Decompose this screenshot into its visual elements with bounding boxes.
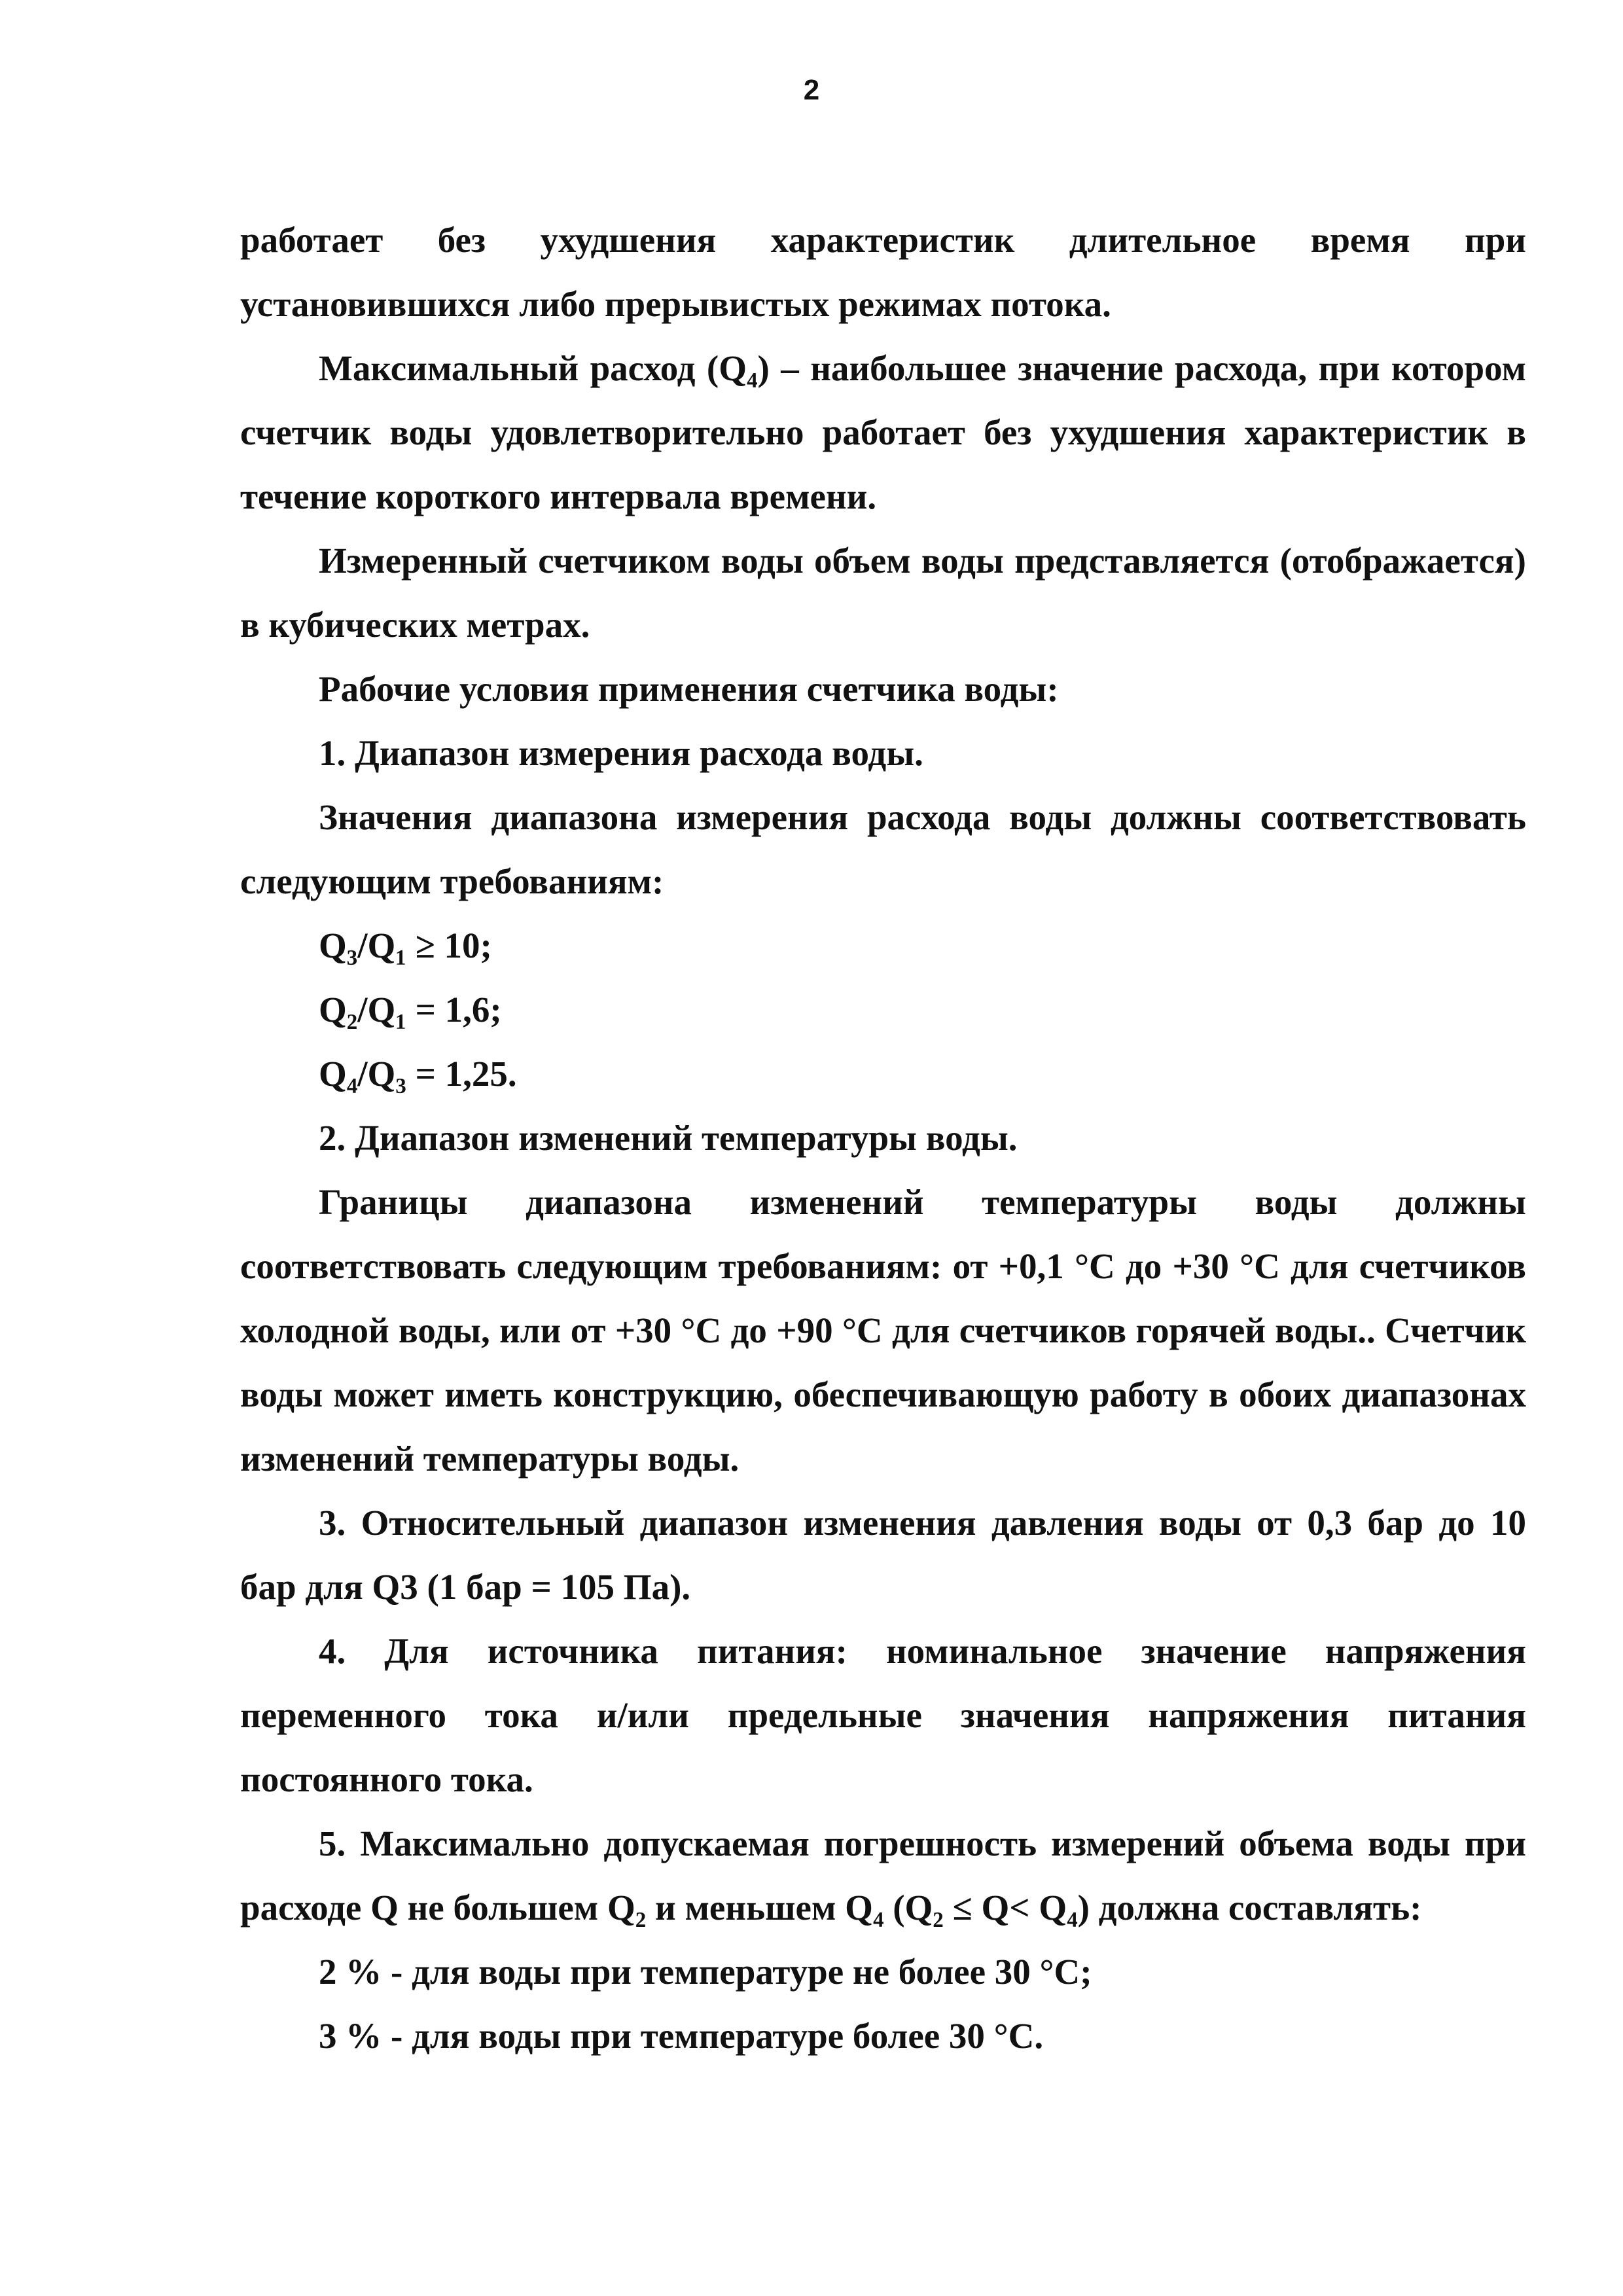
error-hot-water: 3 % - для воды при температуре более 30 °С. [319,2016,1044,2056]
item-3-pressure-range: 3. Относительный диапазон изменения давления воды от 0,3 бар до 10 бар для Q3 (1 бар = 105 Па). [240,1503,1526,1607]
formula-q4-q3: Q₄/Q₃ = 1,25. [319,1054,517,1094]
document-body [240,208,1526,2068]
formula-q3-q1: Q₃/Q₁ ≥ 10; [319,925,492,965]
paragraph-operating-conditions: Рабочие условия применения счетчика воды: [319,669,1059,709]
paragraph-max-flow-definition: Максимальный расход (Q₄) – наибольшее значение расхода, при котором счетчик воды удовлетворительно работает без ухудшения характеристик в течение короткого интервала времени. [240,348,1526,516]
item-2-temperature-range: 2. Диапазон изменений температуры воды. [319,1118,1018,1158]
paragraph-volume-units: Измеренный счетчиком воды объем воды представляется (отображается) в кубических метрах. [240,541,1526,645]
item-5-max-error: 5. Максимально допускаемая погрешность измерений объема воды при расходе Q не большем Q₂ и меньшем Q₄ (Q₂ ≤ Q< Q₄) должна составлять: [240,1823,1526,1928]
paragraph-flow-range-requirements: Значения диапазона измерения расхода воды должны соответствовать следующим требованиям: [240,797,1526,901]
item-4-power-supply: 4. Для источника питания: номинальное значение напряжения переменного тока и/или предельные значения напряжения питания постоянного тока. [240,1631,1526,1799]
page-number: 2 [803,74,820,106]
paragraph-temperature-limits: Границы диапазона изменений температуры воды должны соответствовать следующим требованиям: от +0,1 °С до +30 °С для счетчиков холодной воды, или от +30 °С до +90 °С для счетчиков горячей воды.. Счетчик воды может иметь конструкцию, обеспечивающую работу в обоих диапазонах изменений температуры воды. [240,1182,1526,1479]
formula-q2-q1: Q₂/Q₁ = 1,6; [319,990,502,1030]
item-1-flow-range: 1. Диапазон измерения расхода воды. [319,733,923,773]
error-cold-water: 2 % - для воды при температуре не более 30 °С; [319,1952,1092,1992]
paragraph-flow-continuation: работает без ухудшения характеристик длительное время при установившихся либо прерывистых режимах потока. [240,220,1526,324]
